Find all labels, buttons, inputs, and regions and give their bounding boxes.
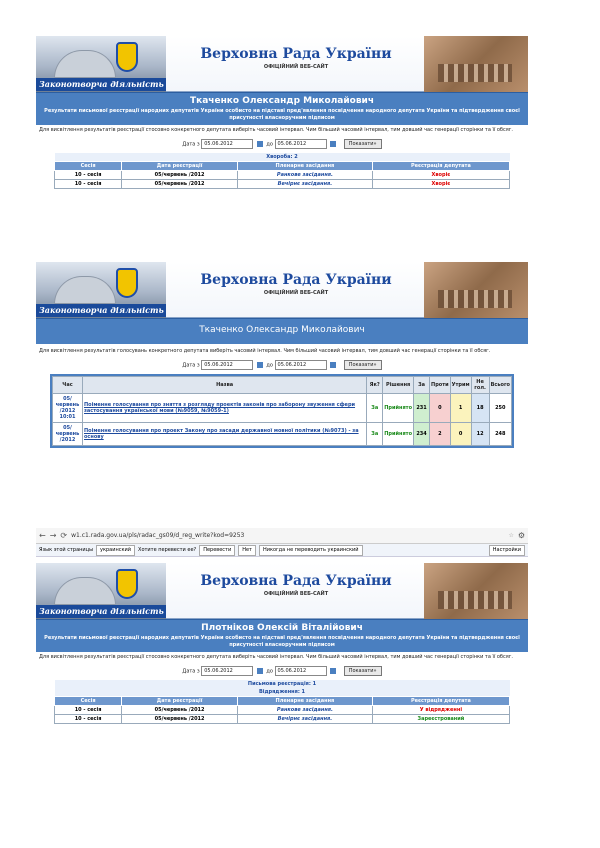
- forward-icon[interactable]: →: [49, 531, 57, 540]
- date-cell: 05/червень /2012: [122, 706, 238, 715]
- section-tag[interactable]: Законотворча діяльність: [36, 605, 166, 618]
- table-caption: Письмова реєстрація: 1: [55, 680, 510, 688]
- page-description: Результати письмової реєстрації народних депутатів України особисто на підставі пред'явлення посвідчення народного депутата України та підтвердження своєї присутності власноручним підписом: [44, 635, 520, 648]
- status-cell: Зареєстрований: [372, 715, 509, 724]
- column-header: Назва: [83, 377, 367, 394]
- show-button[interactable]: Показати»: [344, 360, 382, 370]
- proty-cell: 2: [430, 423, 451, 446]
- reload-icon[interactable]: ⟳: [60, 531, 68, 540]
- calendar-icon[interactable]: [330, 362, 336, 368]
- bookmark-star-icon[interactable]: ☆: [508, 532, 514, 539]
- how-cell: За: [367, 423, 383, 446]
- session-cell: 10 - сесія: [55, 715, 122, 724]
- column-header: Дата реєстрації: [122, 697, 238, 706]
- table-row: [55, 706, 510, 715]
- vote-title-link[interactable]: Поіменне голосування про зняття з розгляду проектів законів про заборону звуження сфери застосування української мови (№9059, №9059-1): [83, 394, 367, 423]
- column-header: Проти: [430, 377, 451, 394]
- table-row: [55, 715, 510, 724]
- date-to-label: до: [266, 141, 273, 148]
- column-header: Пленарне засідання: [238, 697, 373, 706]
- column-header: Дата реєстрації: [122, 162, 238, 171]
- utrym-cell: 1: [450, 394, 471, 423]
- interval-hint: Для висвітлення результатів реєстрації стосовно конкретного депутата виберіть часовий інтервал. Чим більший часовий інтервал, тим довший час генерації сторінки та її обсяг.: [39, 654, 513, 660]
- za-cell: 234: [414, 423, 430, 446]
- show-button[interactable]: Показати»: [344, 139, 382, 149]
- za-cell: 231: [414, 394, 430, 423]
- column-header: Час: [53, 377, 83, 394]
- browser-toolbar: [36, 528, 528, 544]
- column-header: Не гол.: [471, 377, 489, 394]
- back-icon[interactable]: ←: [39, 531, 46, 540]
- session-cell: 10 - сесія: [55, 180, 122, 189]
- deputy-header: [36, 318, 528, 344]
- sitting-cell: Ранкове засідання.: [238, 171, 373, 180]
- interval-hint: Для висвітлення результатів голосувань конкретного депутата виберіть часовий інтервал. Чим більший часовий інтервал, тим довший час генерації сторінки та її обсяг.: [39, 348, 491, 354]
- coat-of-arms-icon: [116, 268, 138, 298]
- date-filter: [36, 139, 528, 149]
- wrench-icon[interactable]: ⚙: [517, 531, 525, 540]
- date-from-input[interactable]: 05.06.2012: [201, 360, 253, 370]
- calendar-icon[interactable]: [257, 668, 263, 674]
- date-filter: [36, 360, 528, 370]
- how-cell: За: [367, 394, 383, 423]
- vsogo-cell: 248: [489, 423, 511, 446]
- no-button[interactable]: Нет: [238, 545, 256, 556]
- never-translate-button[interactable]: Никогда не переводить украинский: [259, 545, 363, 556]
- table-caption: Хвороба: 2: [55, 153, 510, 162]
- ne-gol-cell: 12: [471, 423, 489, 446]
- column-header: Всього: [489, 377, 511, 394]
- column-header: За: [414, 377, 430, 394]
- show-button[interactable]: Показати»: [344, 666, 382, 676]
- translate-button[interactable]: Перевести: [199, 545, 235, 556]
- column-header: Реєстрація депутата: [372, 697, 509, 706]
- column-header: Як?: [367, 377, 383, 394]
- chamber-image: [424, 563, 528, 619]
- calendar-icon[interactable]: [330, 668, 336, 674]
- column-header: Сесія: [55, 162, 122, 171]
- deputy-name: Ткаченко Олександр Миколайович: [189, 96, 375, 106]
- date-from-label: Дата з: [182, 141, 200, 148]
- interval-hint: Для висвітлення результатів реєстрації стосовно конкретного депутата виберіть часовий інтервал. Чим більший часовий інтервал, тим довший час генерації сторінки та її обсяг.: [39, 127, 513, 133]
- sitting-cell: Вечірнє засідання.: [238, 180, 373, 189]
- calendar-icon[interactable]: [257, 362, 263, 368]
- date-to-label: до: [266, 362, 273, 369]
- deputy-name: Ткаченко Олександр Миколайович: [199, 325, 365, 335]
- coat-of-arms-icon: [116, 569, 138, 599]
- site-subtitle: ОФІЦІЙНИЙ ВЕБ-САЙТ: [263, 290, 329, 296]
- date-cell: 05/червень /2012: [122, 171, 238, 180]
- date-from-input[interactable]: 05.06.2012: [201, 139, 253, 149]
- settings-button[interactable]: Настройки: [489, 545, 525, 556]
- date-filter: [36, 666, 528, 676]
- site-subtitle: ОФІЦІЙНИЙ ВЕБ-САЙТ: [263, 64, 329, 70]
- table-caption: Відрядження: 1: [55, 688, 510, 697]
- status-cell: У відрядженні: [372, 706, 509, 715]
- date-from-label: Дата з: [182, 668, 200, 675]
- page-description: Результати письмової реєстрації народних депутатів України особисто на підставі пред'явлення посвідчення народного депутата України та підтвердження своєї присутності власноручним підписом: [44, 108, 520, 121]
- decision-cell: Прийнято: [383, 394, 414, 423]
- session-cell: 10 - сесія: [55, 171, 122, 180]
- date-cell: 05/червень /2012: [122, 715, 238, 724]
- decision-cell: Прийнято: [383, 423, 414, 446]
- site-banner: [36, 262, 528, 318]
- table-row: [55, 171, 510, 180]
- site-title[interactable]: Верховна Рада України: [200, 272, 392, 288]
- status-cell: Хворіє: [372, 180, 509, 189]
- votes-frame: [50, 374, 514, 448]
- language-select[interactable]: украинский: [96, 545, 135, 556]
- proty-cell: 0: [430, 394, 451, 423]
- translate-question: Хотите перевести ее?: [138, 547, 197, 553]
- vote-title-link[interactable]: Поіменне голосування про проект Закону про засади державної мовної політики (№9073) - за основу: [83, 423, 367, 446]
- time-cell: 05/ червень /2012 10:01: [53, 394, 83, 423]
- site-title[interactable]: Верховна Рада України: [200, 46, 392, 62]
- column-header: Сесія: [55, 697, 122, 706]
- column-header: Утрим: [450, 377, 471, 394]
- section-tag[interactable]: Законотворча діяльність: [36, 304, 166, 317]
- chamber-image: [424, 262, 528, 318]
- chamber-image: [424, 36, 528, 92]
- site-subtitle: ОФІЦІЙНИЙ ВЕБ-САЙТ: [263, 591, 329, 597]
- translate-bar: [36, 544, 528, 557]
- registration-table: [54, 153, 510, 189]
- utrym-cell: 0: [450, 423, 471, 446]
- date-to-label: до: [266, 668, 273, 675]
- screenshot-voting: [36, 262, 528, 458]
- column-header: Рішення: [383, 377, 414, 394]
- column-header: Реєстрація депутата: [372, 162, 509, 171]
- sitting-cell: Вечірнє засідання.: [238, 715, 373, 724]
- section-tag[interactable]: Законотворча діяльність: [36, 78, 166, 91]
- date-from-input[interactable]: 05.06.2012: [201, 666, 253, 676]
- ne-gol-cell: 18: [471, 394, 489, 423]
- vsogo-cell: 250: [489, 394, 511, 423]
- site-title[interactable]: Верховна Рада України: [200, 573, 392, 589]
- table-row: [53, 423, 512, 446]
- date-from-label: Дата з: [182, 362, 200, 369]
- column-header: Пленарне засідання: [238, 162, 373, 171]
- date-to-input[interactable]: 05.06.2012: [275, 360, 327, 370]
- deputy-header: [36, 619, 528, 652]
- date-to-input[interactable]: 05.06.2012: [275, 666, 327, 676]
- screenshot-registration-2: [36, 528, 528, 750]
- site-banner: [36, 36, 528, 92]
- sitting-cell: Ранкове засідання.: [238, 706, 373, 715]
- screenshot-registration-1: [36, 36, 528, 226]
- status-cell: Хворіє: [372, 171, 509, 180]
- deputy-header: [36, 92, 528, 125]
- session-cell: 10 - сесія: [55, 706, 122, 715]
- deputy-name: Плотніков Олексій Віталійович: [201, 623, 363, 633]
- time-cell: 05/ червень /2012: [53, 423, 83, 446]
- table-row: [55, 180, 510, 189]
- translate-prompt: Язык этой страницы: [39, 547, 94, 553]
- calendar-icon[interactable]: [257, 141, 263, 147]
- site-banner: [36, 563, 528, 619]
- registration-table: [54, 680, 510, 724]
- coat-of-arms-icon: [116, 42, 138, 72]
- calendar-icon[interactable]: [330, 141, 336, 147]
- table-row: [53, 394, 512, 423]
- date-cell: 05/червень /2012: [122, 180, 238, 189]
- votes-table: [52, 376, 512, 446]
- address-bar[interactable]: w1.c1.rada.gov.ua/pls/radac_gs09/d_reg_write?kod=9253: [71, 532, 245, 539]
- date-to-input[interactable]: 05.06.2012: [275, 139, 327, 149]
